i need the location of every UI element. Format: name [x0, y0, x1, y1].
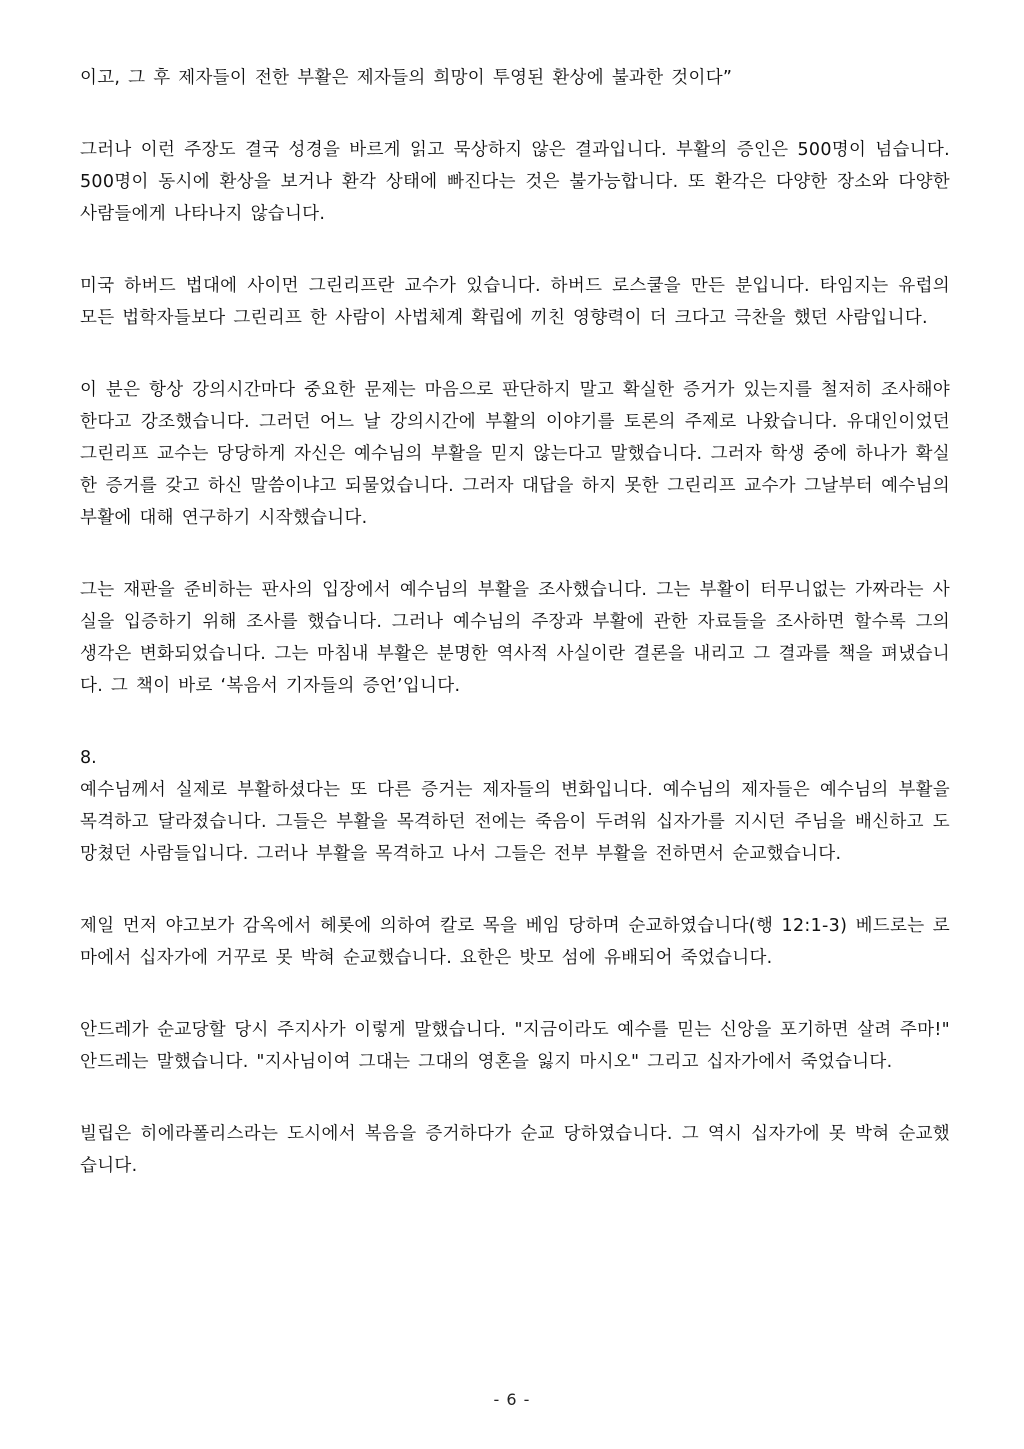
page-number: - 6 -	[493, 1390, 531, 1409]
document-page	[80, 62, 950, 1222]
section-paragraph-4: 빌립은 히에라폴리스라는 도시에서 복음을 증거하다가 순교 당하였습니다. 그 역시 십자가에 못 박혀 순교했습니다.	[80, 1124, 950, 1176]
paragraph-4: 이 분은 항상 강의시간마다 중요한 문제는 마음으로 판단하지 말고 확실한 증거가 있는지를 철저히 조사해야 한다고 강조했습니다. 그러던 어느 날 강의시간에 부활의 이야기를 토론의 주제로 나왔습니다. 유대인이었던 그린리프 교수는 당당하게 자신은 예수님의 부활을 믿지 않는다고 말했습니다. 그러자 학생 중에 하나가 확실한 증거를 갖고 하신 말씀이냐고 되물었습니다. 그러자 대답을 하지 못한 그린리프 교수가 그날부터 예수님의 부활에 대해 연구하기 시작했습니다.	[80, 380, 950, 528]
section-paragraph-1: 예수님께서 실제로 부활하셨다는 또 다른 증거는 제자들의 변화입니다. 예수님의 제자들은 예수님의 부활을 목격하고 달라졌습니다. 그들은 부활을 목격하던 전에는 죽음이 두려워 십자가를 지시던 주님을 배신하고 도망쳤던 사람들입니다. 그러나 부활을 목격하고 나서 그들은 전부 부활을 전하면서 순교했습니다.	[80, 780, 950, 864]
paragraph-1: 이고, 그 후 제자들이 전한 부활은 제자들의 희망이 투영된 환상에 불과한 것이다”	[80, 68, 733, 88]
paragraph-5: 그는 재판을 준비하는 판사의 입장에서 예수님의 부활을 조사했습니다. 그는 부활이 터무니없는 가짜라는 사실을 입증하기 위해 조사를 했습니다. 그러나 예수님의 주장과 부활에 관한 자료들을 조사하면 할수록 그의 생각은 변화되었습니다. 그는 마침내 부활은 분명한 역사적 사실이란 결론을 내리고 그 결과를 책을 펴냈습니다. 그 책이 바로 ‘복음서 기자들의 증언’입니다.	[80, 580, 950, 696]
section-paragraph-2: 제일 먼저 야고보가 감옥에서 헤롯에 의하여 칼로 목을 베임 당하며 순교하였습니다(행 12:1-3) 베드로는 로마에서 십자가에 거꾸로 못 박혀 순교했습니다. 요한은 밧모 섬에 유배되어 죽었습니다.	[80, 916, 950, 968]
paragraph-3: 미국 하버드 법대에 사이먼 그린리프란 교수가 있습니다. 하버드 로스쿨을 만든 분입니다. 타임지는 유럽의 모든 법학자들보다 그린리프 한 사람이 사법체계 확립에 끼친 영향력이 더 크다고 극찬을 했던 사람입니다.	[80, 276, 950, 328]
section-number: 8.	[80, 748, 97, 768]
paragraph-2: 그러나 이런 주장도 결국 성경을 바르게 읽고 묵상하지 않은 결과입니다. 부활의 증인은 500명이 넘습니다. 500명이 동시에 환상을 보거나 환각 상태에 빠진다는 것은 불가능합니다. 또 환각은 다양한 장소와 다양한 사람들에게 나타나지 않습니다.	[80, 140, 950, 224]
section-paragraph-3: 안드레가 순교당할 당시 주지사가 이렇게 말했습니다. "지금이라도 예수를 믿는 신앙을 포기하면 살려 주마!" 안드레는 말했습니다. "지사님이여 그대는 그대의 영혼을 잃지 마시오" 그리고 십자가에서 죽었습니다.	[80, 1020, 950, 1072]
